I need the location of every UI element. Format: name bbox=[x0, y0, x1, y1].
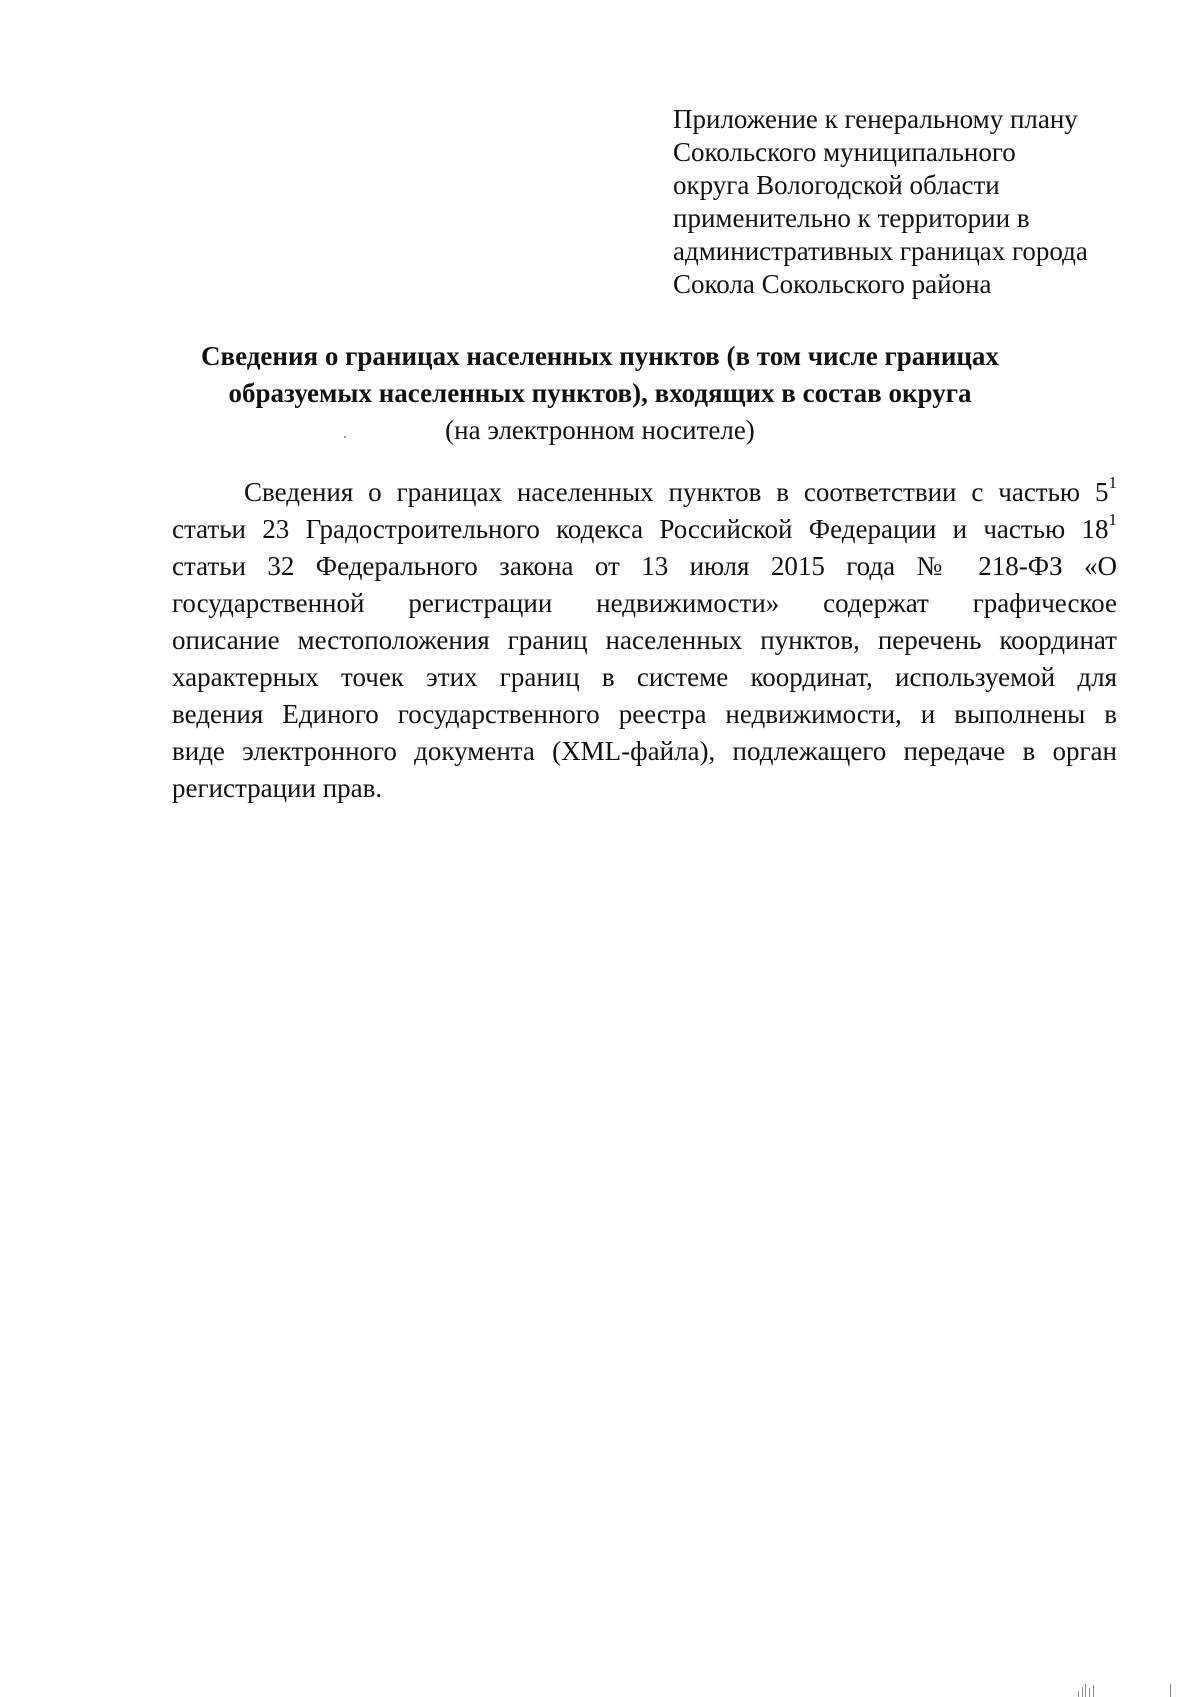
title-subtitle: (на электронном носителе) bbox=[445, 415, 755, 445]
body-line-9: регистрации прав. bbox=[172, 773, 383, 803]
annex-line: Сокольского муниципального bbox=[673, 137, 1016, 167]
body-line-3: статьи 32 Федерального закона от 13 июля 2015 года № 218-ФЗ «О bbox=[172, 551, 1117, 581]
body-paragraph bbox=[172, 474, 1117, 807]
body-line-1-text: Сведения о границах населенных пунктов в соответствии с частью 5 bbox=[244, 477, 1109, 507]
body-line-7: ведения Единого государственного реестра недвижимости, и выполнены в bbox=[172, 699, 1117, 729]
body-line-1 bbox=[172, 474, 1117, 511]
title-line-1: Сведения о границах населенных пунктов (в том числе границах bbox=[201, 341, 999, 371]
body-line-8: виде электронного документа (XML-файла), подлежащего передаче в орган bbox=[172, 736, 1117, 766]
annex-line: применительно к территории в bbox=[673, 203, 1030, 233]
annex-header bbox=[673, 103, 1153, 301]
annex-line: административных границах города bbox=[673, 236, 1088, 266]
body-line-2-text: статьи 23 Градостроительного кодекса Российской Федерации и частью 18 bbox=[172, 514, 1109, 544]
body-line-6: характерных точек этих границ в системе координат, используемой для bbox=[172, 662, 1117, 692]
body-line-2 bbox=[172, 511, 1117, 548]
annex-line: округа Вологодской области bbox=[673, 170, 1000, 200]
body-line-4: государственной регистрации недвижимости» содержат графическое bbox=[172, 588, 1117, 618]
body-line-5: описание местоположения границ населенных пунктов, перечень координат bbox=[172, 625, 1117, 655]
scan-edge-marks bbox=[1078, 1684, 1178, 1697]
annex-line: Сокола Сокольского района bbox=[673, 269, 992, 299]
superscript-1: 1 bbox=[1108, 510, 1117, 529]
document-title bbox=[150, 338, 1050, 449]
title-line-2: образуемых населенных пунктов), входящих в состав округа bbox=[228, 378, 972, 408]
scan-speck bbox=[344, 436, 346, 438]
superscript-1: 1 bbox=[1108, 473, 1117, 492]
annex-line: Приложение к генеральному плану bbox=[673, 104, 1078, 134]
